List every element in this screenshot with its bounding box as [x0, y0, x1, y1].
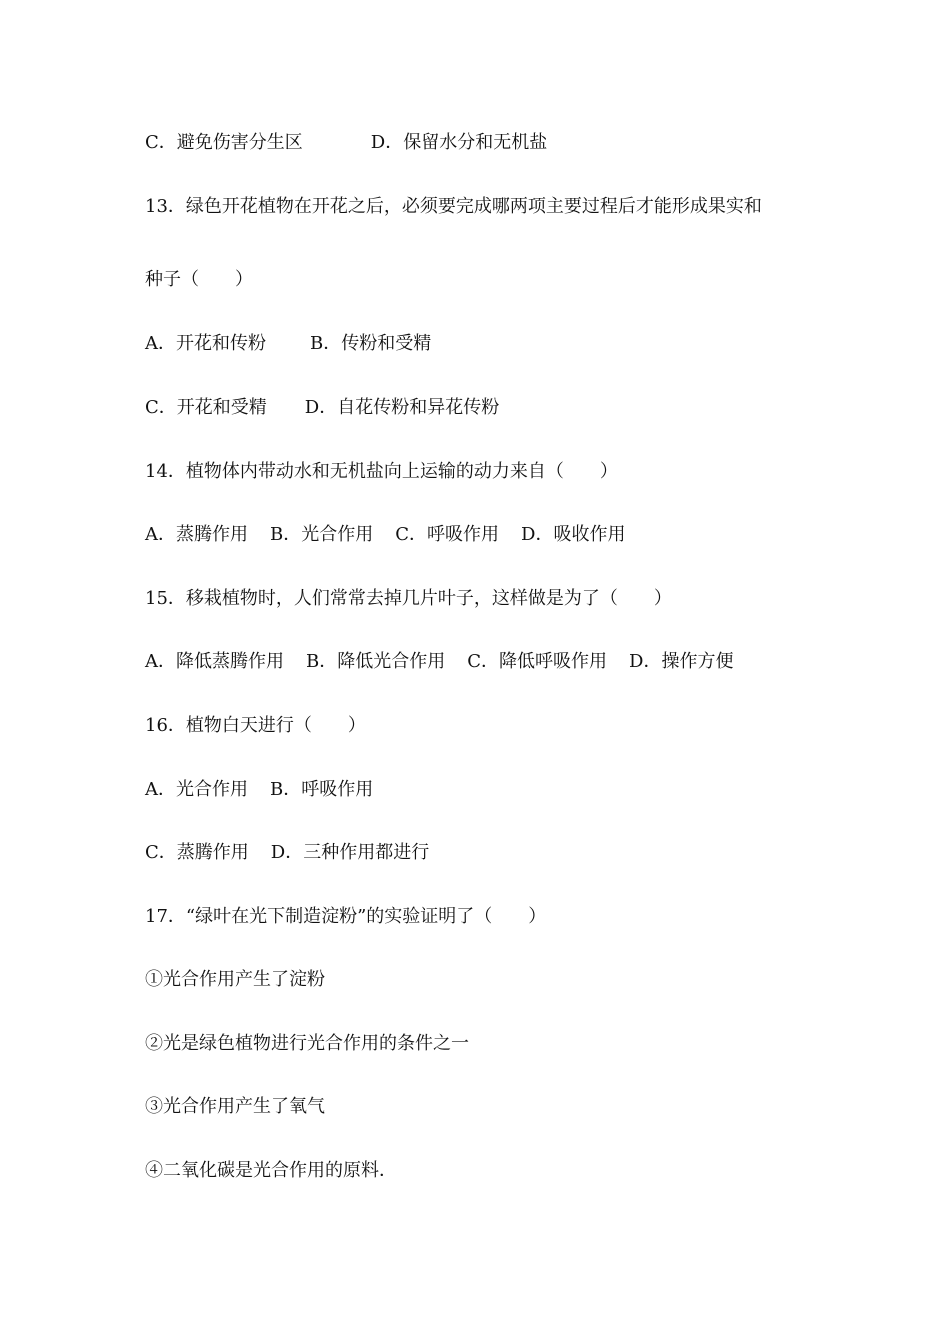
q16-stem: 16．植物白天进行（ ）	[145, 715, 366, 736]
q17-statement-1: ①光合作用产生了淀粉	[145, 969, 325, 990]
q14-option-c[interactable]: C．呼吸作用	[395, 524, 500, 545]
q16-option-d[interactable]: D．三种作用都进行	[270, 842, 430, 863]
q12-option-d[interactable]: D．保留水分和无机盐	[370, 132, 548, 153]
q17-statement-3: ③光合作用产生了氧气	[145, 1096, 325, 1117]
q15-option-d[interactable]: D．操作方便	[629, 651, 734, 672]
q13-option-d[interactable]: D．自花传粉和异花传粉	[304, 397, 500, 418]
q17-statement-2: ②光是绿色植物进行光合作用的条件之一	[145, 1033, 469, 1054]
q14-option-b[interactable]: B．光合作用	[270, 524, 374, 545]
q14-option-a[interactable]: A．蒸腾作用	[145, 524, 248, 545]
q16-option-a[interactable]: A．光合作用	[145, 779, 248, 800]
q13-option-c[interactable]: C．开花和受精	[145, 397, 267, 418]
q12-option-c[interactable]: C．避免伤害分生区	[145, 132, 303, 153]
q15-options	[145, 650, 733, 674]
q16-option-c[interactable]: C．蒸腾作用	[145, 842, 249, 863]
q16-options-cd	[145, 841, 429, 865]
q13-stem-line1: 13．绿色开花植物在开花之后，必须要完成哪两项主要过程后才能形成果实和	[145, 196, 762, 217]
q13-option-b[interactable]: B．传粉和受精	[310, 333, 432, 354]
q14-option-d[interactable]: D．吸收作用	[521, 524, 626, 545]
q15-option-c[interactable]: C．降低呼吸作用	[467, 651, 608, 672]
q14-options	[145, 523, 625, 547]
q15-option-b[interactable]: B．降低光合作用	[306, 651, 446, 672]
q13-options-ab	[145, 332, 431, 356]
q14-stem: 14．植物体内带动水和无机盐向上运输的动力来自（ ）	[145, 461, 618, 482]
q13-stem-line2: 种子（ ）	[145, 269, 253, 290]
q13-options-cd	[145, 396, 499, 420]
q15-option-a[interactable]: A．降低蒸腾作用	[145, 651, 284, 672]
q15-stem: 15．移栽植物时，人们常常去掉几片叶子，这样做是为了（ ）	[145, 588, 672, 609]
q17-stem: 17．“绿叶在光下制造淀粉”的实验证明了（ ）	[145, 906, 547, 927]
q12-options-cd	[145, 131, 547, 155]
q16-option-b[interactable]: B．呼吸作用	[270, 779, 374, 800]
q13-option-a[interactable]: A．开花和传粉	[145, 333, 266, 354]
q16-options-ab	[145, 778, 373, 802]
q17-statement-4: ④二氧化碳是光合作用的原料．	[145, 1160, 397, 1181]
